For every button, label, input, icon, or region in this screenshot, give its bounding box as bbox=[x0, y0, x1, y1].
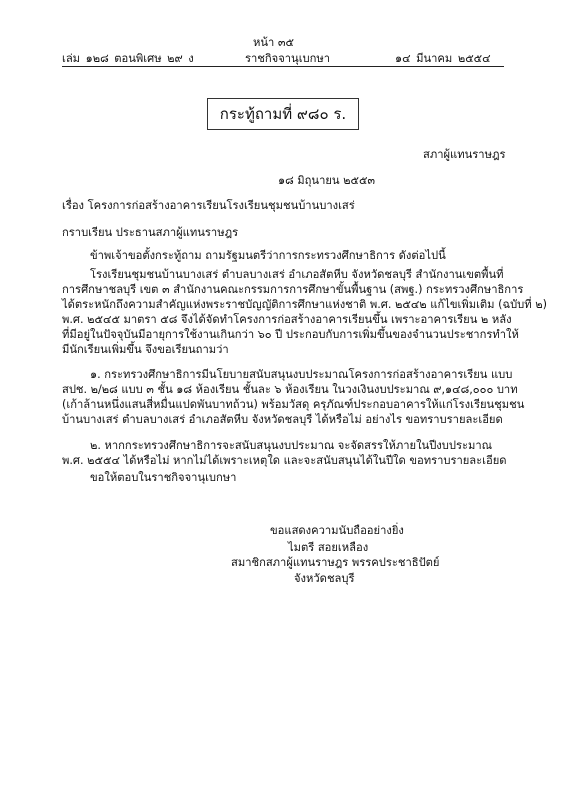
question-1-line: สปช. ๒/๒๘ แบบ ๓ ชั้น ๑๘ ห้องเรียน ชั้นละ ๖ ห้องเรียน ในวงเงินงบประมาณ ๙,๑๔๘,๐๐๐ บาท bbox=[62, 383, 518, 396]
salutation: กราบเรียน ประธานสภาผู้แทนราษฎร bbox=[62, 226, 239, 239]
question-2-line: พ.ศ. ๒๕๕๔ ได้หรือไม่ หากไม่ได้เพราะเหตุใด และจะสนับสนุนได้ในปีใด ขอทราบรายละเอียด bbox=[62, 454, 507, 467]
signature-position: สมาชิกสภาผู้แทนราษฎร พรรคประชาธิปัตย์ bbox=[231, 556, 440, 569]
header-rule bbox=[62, 66, 504, 67]
para-line: โรงเรียนชุมชนบ้านบางเสร่ ตำบลบางเสร่ อำเภอสัตหีบ จังหวัดชลบุรี สำนักงานเขตพื้นที่ bbox=[90, 268, 504, 281]
para-line: พ.ศ. ๒๕๔๕ มาตรา ๕๘ จึงได้จัดทำโครงการก่อสร้างอาคารเรียนขึ้น เพราะอาคารเรียน ๒ หลัง bbox=[62, 313, 512, 326]
gazette-date: ๑๔ มีนาคม ๒๕๕๔ bbox=[395, 52, 491, 65]
intro-line: ข้าพเจ้าขอตั้งกระทู้ถาม ถามรัฐมนตรีว่าการกระทรวงศึกษาธิการ ดังต่อไปนี้ bbox=[90, 249, 446, 262]
question-title: กระทู้ถามที่ ๙๘๐ ร. bbox=[219, 105, 347, 123]
question-1-line: (เก้าล้านหนึ่งแสนสี่หมื่นแปดพันบาทถ้วน) พร้อมวัสดุ ครุภัณฑ์ประกอบอาคารให้แก่โรงเรียนชุมชน bbox=[62, 398, 525, 411]
closing-line: ขอให้ตอบในราชกิจจานุเบกษา bbox=[90, 471, 237, 484]
para-line: มีนักเรียนเพิ่มขึ้น จึงขอเรียนถามว่า bbox=[62, 343, 229, 356]
letter-date: ๑๘ มิถุนายน ๒๕๕๓ bbox=[278, 174, 376, 187]
subject-line: เรื่อง โครงการก่อสร้างอาคารเรียนโรงเรียนชุมชนบ้านบางเสร่ bbox=[62, 199, 355, 212]
question-1-line: บ้านบางเสร่ ตำบลบางเสร่ อำเภอสัตหีบ จังหวัดชลบุรี ได้หรือไม่ อย่างไร ขอทราบรายละเอียด bbox=[62, 413, 503, 426]
recipient-org: สภาผู้แทนราษฎร bbox=[423, 148, 506, 161]
question-1-line: ๑. กระทรวงศึกษาธิการมีนโยบายสนับสนุนงบประมาณโครงการก่อสร้างอาคารเรียน แบบ bbox=[90, 368, 513, 381]
signature-name: ไมตรี สอยเหลือง bbox=[288, 541, 369, 554]
signature-regards: ขอแสดงความนับถืออย่างยิ่ง bbox=[270, 524, 404, 537]
signature-province: จังหวัดชลบุรี bbox=[294, 572, 355, 585]
question-title-box bbox=[207, 98, 359, 130]
question-2-line: ๒. หากกระทรวงศึกษาธิการจะสนับสนุนงบประมาณ จะจัดสรรให้ภายในปีงบประมาณ bbox=[90, 439, 493, 452]
para-line: ได้ตระหนักถึงความสำคัญแห่งพระราชบัญญัติการศึกษาแห่งชาติ พ.ศ. ๒๕๔๒ แก้ไขเพิ่มเติม (ฉบับที่ ๒) bbox=[62, 298, 547, 311]
gazette-volume: เล่ม ๑๒๘ ตอนพิเศษ ๒๙ ง bbox=[62, 52, 194, 65]
para-line: การศึกษาชลบุรี เขต ๓ สำนักงานคณะกรรมการการศึกษาขั้นพื้นฐาน (สพฐ.) กระทรวงศึกษาธิการ bbox=[62, 283, 524, 296]
gazette-name: ราชกิจจานุเบกษา bbox=[245, 52, 331, 65]
para-line: ที่มีอยู่ในปัจจุบันมีอายุการใช้งานเกินกว่า ๖๐ ปี ประกอบกับการเพิ่มขึ้นของจำนวนประชากรทำให้ bbox=[62, 328, 519, 341]
page-number: หน้า ๓๕ bbox=[253, 36, 294, 49]
